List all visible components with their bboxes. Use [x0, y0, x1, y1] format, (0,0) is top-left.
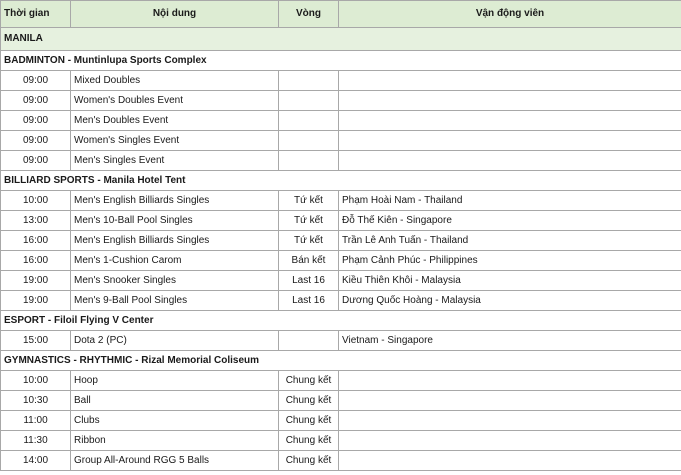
time-cell: 10:30 [1, 391, 71, 411]
event-cell: Ball [71, 391, 279, 411]
athlete-cell [339, 431, 681, 451]
header-time: Thời gian [1, 1, 71, 28]
time-cell: 11:00 [1, 411, 71, 431]
round-cell [279, 151, 339, 171]
athlete-cell: Dương Quốc Hoàng - Malaysia [339, 291, 681, 311]
time-cell: 19:00 [1, 291, 71, 311]
time-cell: 09:00 [1, 71, 71, 91]
header-content: Nội dung [71, 1, 279, 28]
time-cell: 15:00 [1, 331, 71, 351]
round-cell: Tứ kết [279, 191, 339, 211]
round-cell [279, 111, 339, 131]
round-cell: Chung kết [279, 371, 339, 391]
event-cell: Ribbon [71, 431, 279, 451]
athlete-cell: Phạm Cảnh Phúc - Philippines [339, 251, 681, 271]
table-row [1, 451, 681, 471]
venue-row [1, 351, 681, 371]
round-cell: Tứ kết [279, 211, 339, 231]
athlete-cell [339, 71, 681, 91]
athlete-cell: Vietnam - Singapore [339, 331, 681, 351]
event-cell: Men's Doubles Event [71, 111, 279, 131]
venue-title: BILLIARD SPORTS - Manila Hotel Tent [1, 171, 681, 191]
round-cell [279, 71, 339, 91]
round-cell: Last 16 [279, 291, 339, 311]
athlete-cell [339, 411, 681, 431]
table-row [1, 331, 681, 351]
round-cell: Tứ kết [279, 231, 339, 251]
table-row [1, 151, 681, 171]
time-cell: 19:00 [1, 271, 71, 291]
round-cell: Chung kết [279, 431, 339, 451]
table-row [1, 391, 681, 411]
round-cell: Chung kết [279, 411, 339, 431]
venue-row [1, 171, 681, 191]
table-row [1, 251, 681, 271]
round-cell: Chung kết [279, 391, 339, 411]
athlete-cell: Kiều Thiên Khôi - Malaysia [339, 271, 681, 291]
time-cell: 10:00 [1, 191, 71, 211]
table-row [1, 131, 681, 151]
event-cell: Men's 9-Ball Pool Singles [71, 291, 279, 311]
table-row [1, 211, 681, 231]
venue-title: ESPORT - Filoil Flying V Center [1, 311, 681, 331]
table-row [1, 271, 681, 291]
event-cell: Men's English Billiards Singles [71, 191, 279, 211]
athlete-cell [339, 451, 681, 471]
venue-title: BADMINTON - Muntinlupa Sports Complex [1, 51, 681, 71]
table-row [1, 111, 681, 131]
time-cell: 16:00 [1, 251, 71, 271]
athlete-cell: Đỗ Thế Kiên - Singapore [339, 211, 681, 231]
athlete-cell: Phạm Hoài Nam - Thailand [339, 191, 681, 211]
event-cell: Dota 2 (PC) [71, 331, 279, 351]
header-row [1, 1, 681, 28]
event-cell: Women's Doubles Event [71, 91, 279, 111]
venue-title: GYMNASTICS - RHYTHMIC - Rizal Memorial Coliseum [1, 351, 681, 371]
table-row [1, 71, 681, 91]
round-cell: Last 16 [279, 271, 339, 291]
region-row [1, 28, 681, 51]
time-cell: 10:00 [1, 371, 71, 391]
event-cell: Clubs [71, 411, 279, 431]
venue-row [1, 51, 681, 71]
table-row [1, 371, 681, 391]
event-cell: Hoop [71, 371, 279, 391]
table-row [1, 231, 681, 251]
time-cell: 09:00 [1, 151, 71, 171]
athlete-cell [339, 371, 681, 391]
event-cell: Women's Singles Event [71, 131, 279, 151]
round-cell: Bán kết [279, 251, 339, 271]
athlete-cell [339, 91, 681, 111]
round-cell [279, 91, 339, 111]
table-row [1, 291, 681, 311]
athlete-cell [339, 111, 681, 131]
time-cell: 13:00 [1, 211, 71, 231]
region-label: MANILA [1, 28, 681, 51]
event-cell: Men's Singles Event [71, 151, 279, 171]
round-cell [279, 131, 339, 151]
event-cell: Men's Snooker Singles [71, 271, 279, 291]
time-cell: 16:00 [1, 231, 71, 251]
time-cell: 09:00 [1, 91, 71, 111]
event-cell: Group All-Around RGG 5 Balls [71, 451, 279, 471]
table-row [1, 431, 681, 451]
event-cell: Men's 10-Ball Pool Singles [71, 211, 279, 231]
header-athletes: Vận động viên [339, 1, 681, 28]
time-cell: 09:00 [1, 131, 71, 151]
athlete-cell [339, 151, 681, 171]
table-row [1, 191, 681, 211]
athlete-cell: Trần Lê Anh Tuấn - Thailand [339, 231, 681, 251]
event-cell: Mixed Doubles [71, 71, 279, 91]
round-cell [279, 331, 339, 351]
round-cell: Chung kết [279, 451, 339, 471]
venue-row [1, 311, 681, 331]
time-cell: 14:00 [1, 451, 71, 471]
event-cell: Men's 1-Cushion Carom [71, 251, 279, 271]
table-row [1, 91, 681, 111]
event-cell: Men's English Billiards Singles [71, 231, 279, 251]
athlete-cell [339, 391, 681, 411]
time-cell: 11:30 [1, 431, 71, 451]
time-cell: 09:00 [1, 111, 71, 131]
athlete-cell [339, 131, 681, 151]
table-row [1, 411, 681, 431]
header-round: Vòng [279, 1, 339, 28]
